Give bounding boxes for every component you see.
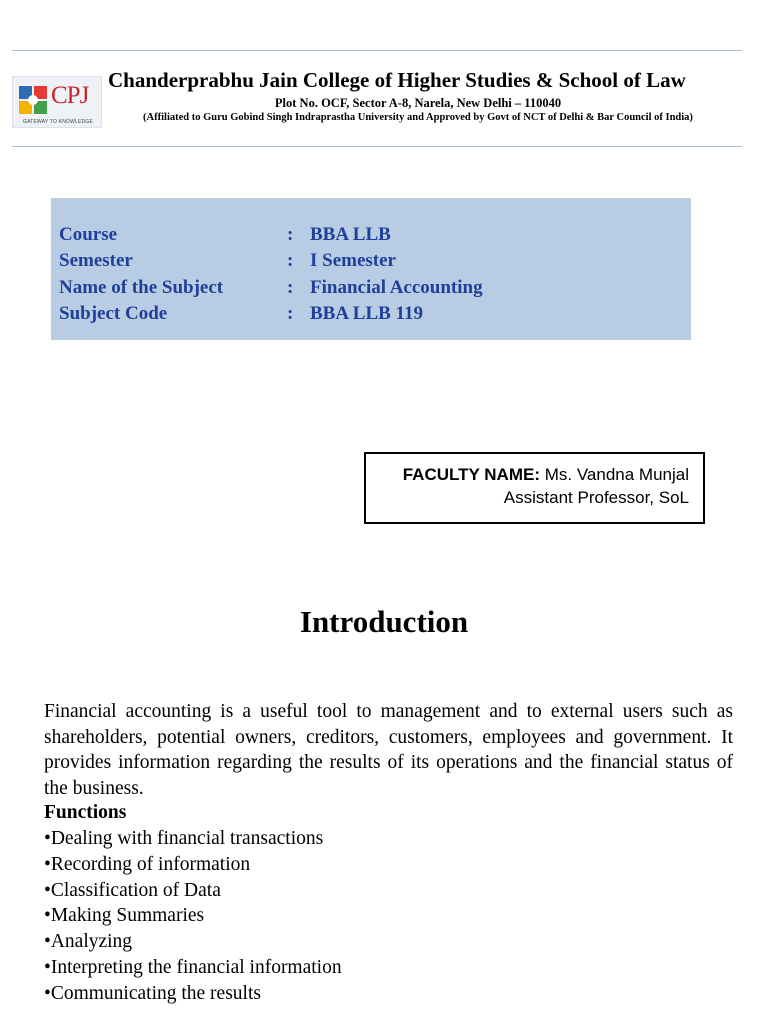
semester-separator: : [287,250,294,271]
list-item: •Classification of Data [44,879,221,901]
subject-code-separator: : [287,303,294,324]
faculty-box [364,452,705,524]
faculty-name-value: Ms. Vandna Munjal [544,465,689,484]
semester-label: Semester [59,250,133,271]
header-bottom-rule [12,146,742,147]
subject-name-value: Financial Accounting [310,277,483,298]
faculty-name-label: FACULTY NAME: [402,465,540,484]
college-address: Plot No. OCF, Sector A-8, Narela, New Delhi – 110040 [274,96,562,110]
subject-code-value: BBA LLB 119 [310,303,423,324]
logo-tagline: GATEWAY TO KNOWLEDGE [22,119,94,125]
logo-letters: CPJ [51,82,89,109]
list-item: •Analyzing [44,931,133,953]
course-separator: : [287,224,294,245]
intro-paragraph: Financial accounting is a useful tool to management and to external users such as shareholders, potential owners, creditors, customers, employees and government. It provides information regarding the results of its operations and the financial status of the business. [44,701,733,799]
college-logo [12,76,102,128]
faculty-designation: Assistant Professor, SoL [503,488,689,507]
subject-name-separator: : [287,277,294,298]
logo-emblem-icon [18,85,48,115]
semester-value: I Semester [310,250,396,271]
course-label: Course [59,224,118,245]
section-title: Introduction [299,604,469,639]
header-top-rule [12,50,742,51]
course-value: BBA LLB [310,224,391,245]
subject-name-label: Name of the Subject [59,277,224,298]
list-item: •Recording of information [44,853,251,875]
functions-list [44,826,342,1007]
list-item: •Dealing with financial transactions [44,828,324,849]
list-item: •Making Summaries [44,905,205,927]
list-item: •Interpreting the financial information [44,956,342,978]
faculty-name-line [403,465,689,485]
course-info-box [51,198,691,340]
list-item: •Communicating the results [44,982,261,1004]
college-name: Chanderprabhu Jain College of Higher Studies & School of Law [108,68,686,92]
college-affiliation: (Affiliated to Guru Gobind Singh Indraprastha University and Approved by Govt of NCT of Delhi & Bar Council of India) [143,112,693,123]
subject-code-label: Subject Code [59,303,168,324]
functions-heading: Functions [44,802,127,823]
